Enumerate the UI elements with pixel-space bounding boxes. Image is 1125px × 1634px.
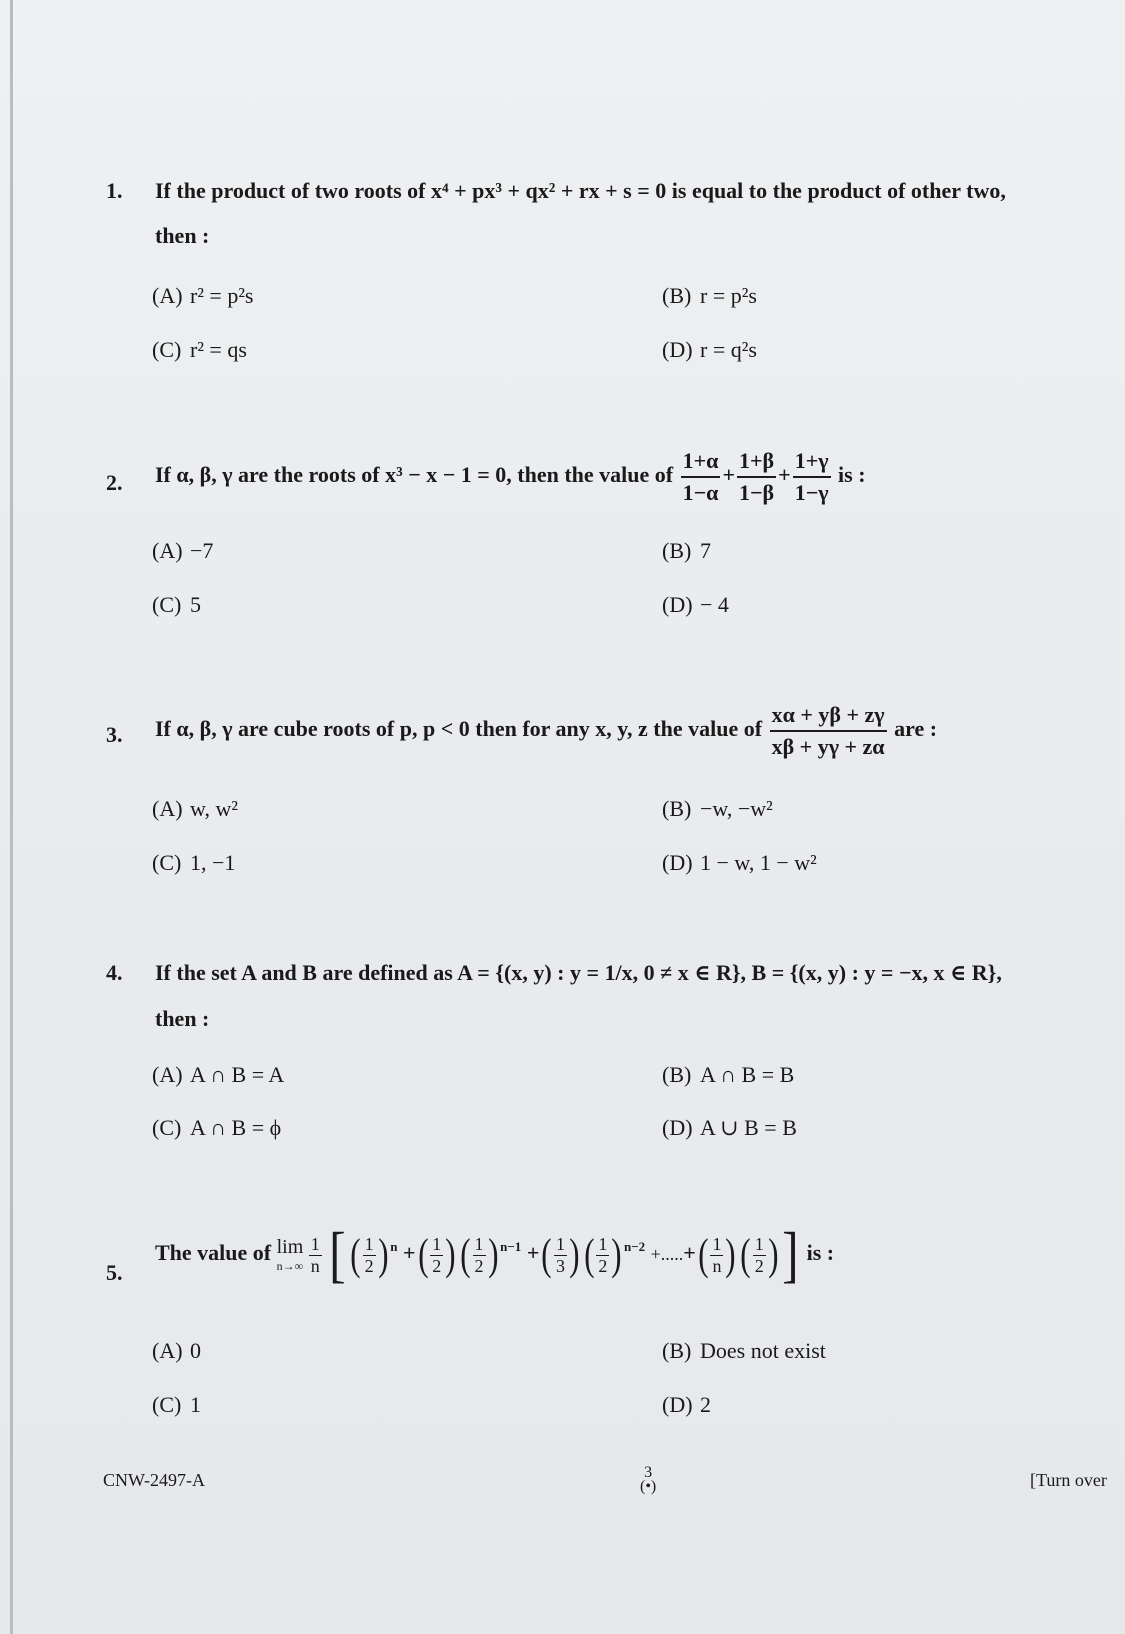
stem-text: If α, β, γ are the roots of x³ − x − 1 = 0, then the value of <box>155 462 674 488</box>
option-d: (D) 2 <box>662 1392 711 1417</box>
question-stem: If α, β, γ are cube roots of p, p < 0 then for any x, y, z the value of $\frac{x\alpha + y\beta + z\gamma}{x\beta + y\gamma + z\alpha}$ are : <box>155 702 938 759</box>
option-c: (C) 5 <box>152 592 201 617</box>
question-stem: If α, β, γ are the roots of x³ − x − 1 = 0, then the value of $\frac{1+\alpha}{1-\alpha}$ + $\frac{1+\beta}{1-\beta}$ + $\frac{1+\gamma}{1-\gamma}$ is : <box>155 448 866 505</box>
limit-operator: lim n→∞ <box>276 1236 304 1273</box>
question-stem: The value of lim n→∞ $\frac{1}{n}$ [( $\frac{1}{2}$ ) $^n$ +( $\frac{1}{2}$ )( $\frac{1}{2}$ ) $^{n-1}$ +( $\frac{1}{3}$ )( $\frac{1}{2}$ ) $^{n-2}$ +.....+( $\frac{1}{n}$ )( $\frac{1}{2}$ )] is : <box>155 1221 835 1289</box>
question-number: 5. <box>106 1260 123 1285</box>
option-b: (B) A ∩ B = B <box>662 1062 795 1087</box>
option-label: (D) <box>662 337 693 362</box>
option-text: r² = qs <box>190 337 247 362</box>
option-a: (A) w, w² <box>152 796 238 821</box>
question-number: 3. <box>106 722 123 747</box>
question-stem-cont: then : <box>155 1006 210 1031</box>
option-b <box>662 283 757 309</box>
option-text: r = p²s <box>700 283 757 308</box>
option-text: r = q²s <box>700 337 757 362</box>
fraction: $\frac{1+\beta}{1-\beta}$ <box>739 448 775 505</box>
option-c: (C) A ∩ B = ϕ <box>152 1115 282 1140</box>
fraction: $\frac{1+\gamma}{1-\gamma}$ <box>794 448 829 505</box>
question-number: 2. <box>106 470 123 495</box>
fraction: $\frac{x\alpha + y\beta + z\gamma}{x\beta + y\gamma + z\alpha}$ <box>771 702 885 759</box>
option-a: (A) −7 <box>152 538 214 563</box>
question-stem: If the product of two roots of x⁴ + px³ + qx² + rx + s = 0 is equal to the product of other two, <box>155 178 1006 203</box>
option-d <box>662 337 757 363</box>
option-label: (A) <box>152 283 183 308</box>
option-b: (B) Does not exist <box>662 1338 826 1363</box>
option-c: (C) 1, −1 <box>152 850 236 875</box>
question-stem: If the set A and B are defined as A = {(x, y) : y = 1/x, 0 ≠ x ∈ R}, B = {(x, y) : y = −x, x ∈ R}, <box>155 960 1002 985</box>
stem-text-end: is : <box>838 462 866 488</box>
binding-line <box>10 0 13 1634</box>
fraction: $\frac{1+\alpha}{1-\alpha}$ <box>682 448 719 505</box>
option-a: (A) A ∩ B = A <box>152 1062 285 1087</box>
option-a <box>152 283 254 309</box>
turn-over-label: [Turn over <box>1030 1470 1107 1490</box>
option-label: (C) <box>152 337 182 362</box>
option-text: r² = p²s <box>190 283 254 308</box>
question-number: 1. <box>106 178 123 203</box>
option-label: (B) <box>662 283 692 308</box>
question-number: 4. <box>106 960 123 985</box>
option-d: (D) 1 − w, 1 − w² <box>662 850 817 875</box>
option-a: (A) 0 <box>152 1338 201 1363</box>
option-b: (B) −w, −w² <box>662 796 773 821</box>
page-mark: (•) <box>640 1478 657 1495</box>
question-stem-cont: then : <box>155 223 210 248</box>
option-d: (D) A ∪ B = B <box>662 1115 797 1140</box>
option-c: (C) 1 <box>152 1392 201 1417</box>
booklet-code: CNW-2497-A <box>103 1470 205 1490</box>
option-d: (D) − 4 <box>662 592 729 617</box>
page-number: 3 (•) <box>640 1464 657 1495</box>
option-b: (B) 7 <box>662 538 711 563</box>
fraction: $\frac{1}{n}$ <box>310 1233 320 1276</box>
option-c <box>152 337 247 363</box>
